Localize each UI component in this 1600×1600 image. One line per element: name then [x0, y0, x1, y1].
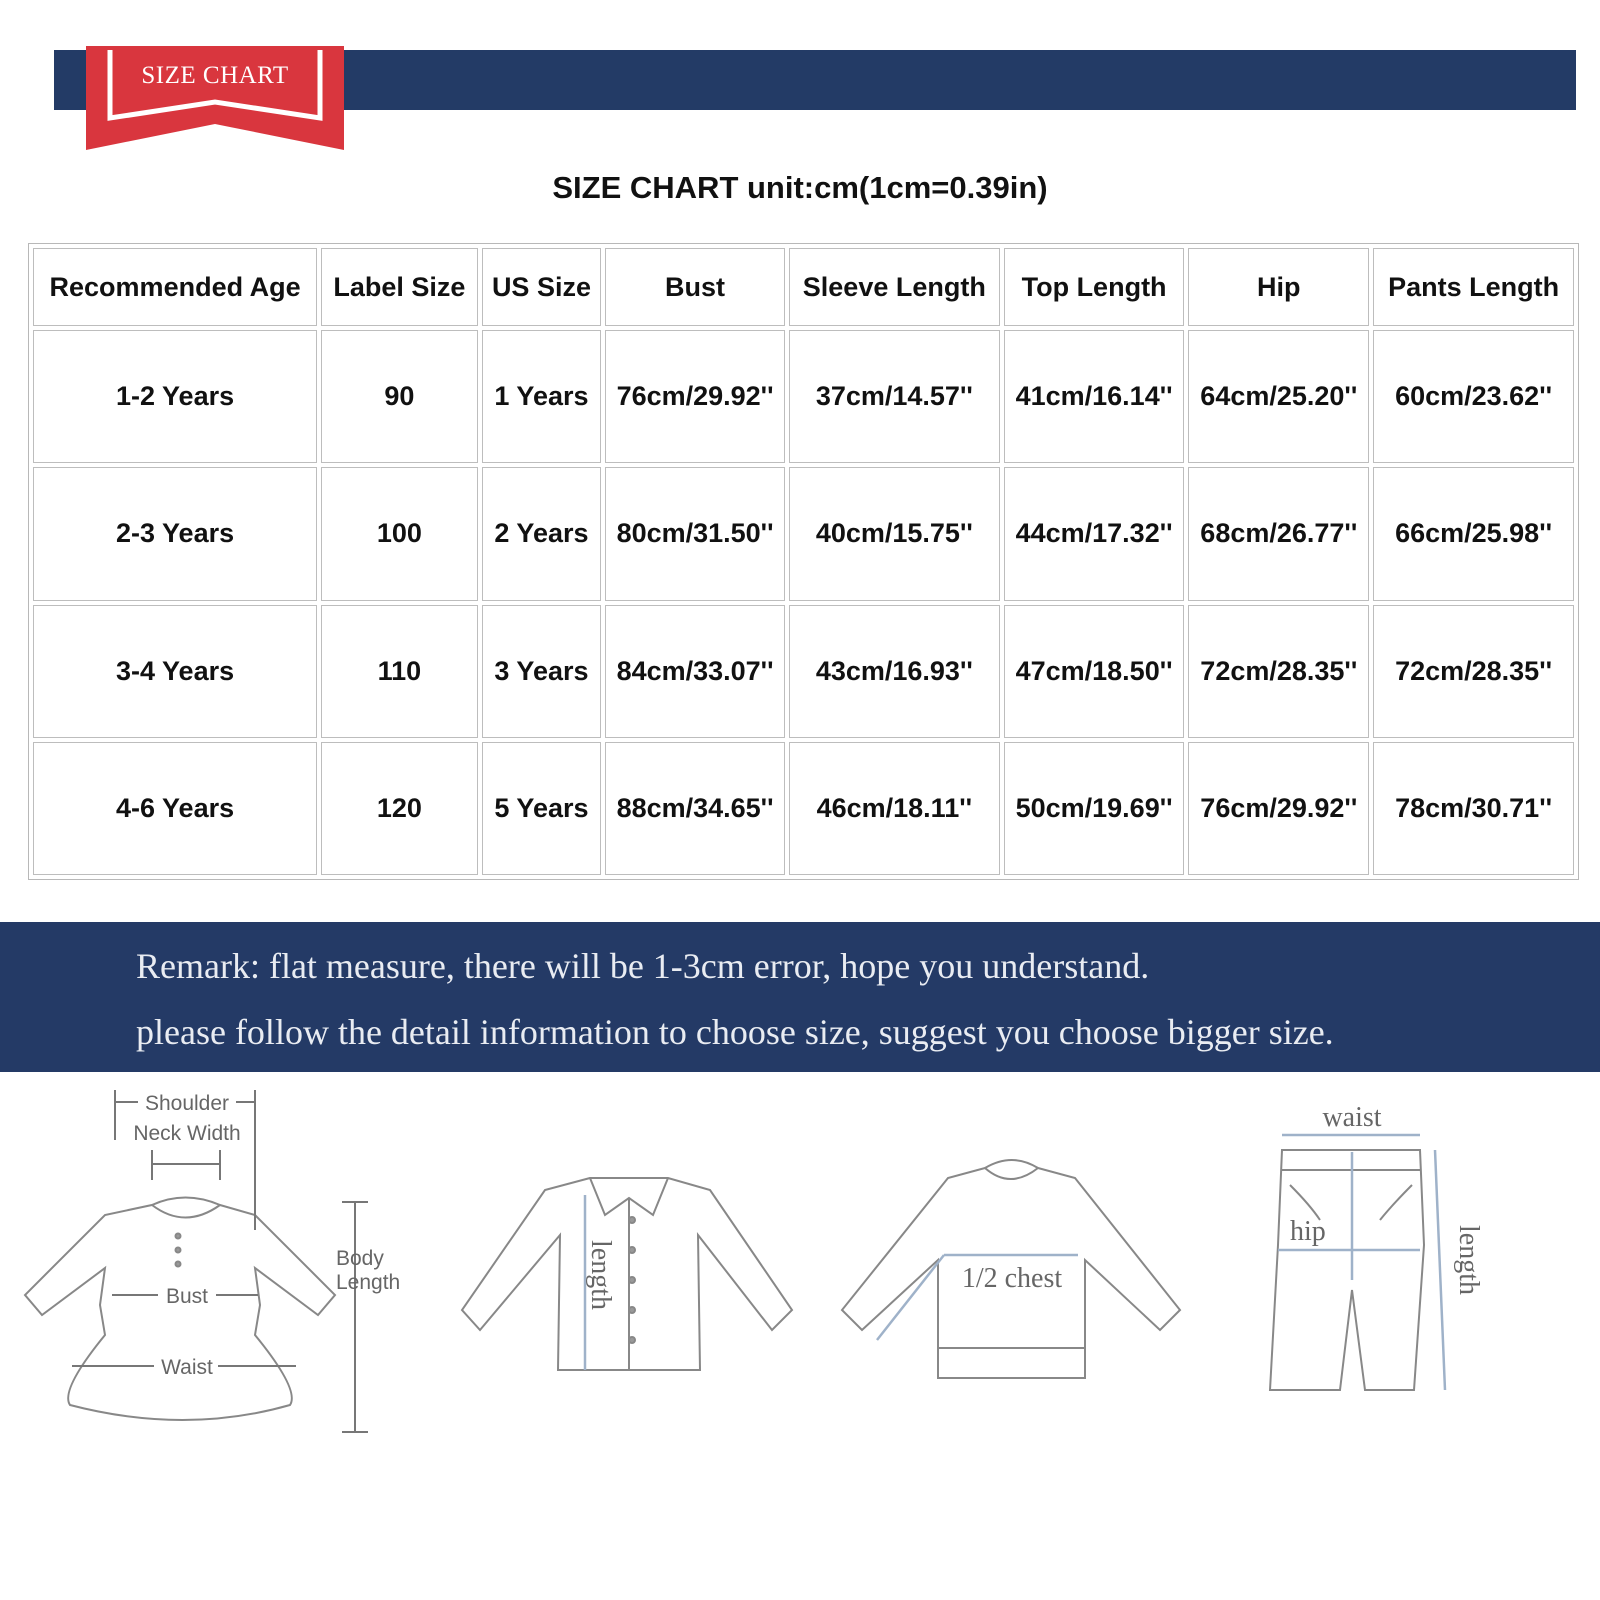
- body-length-label: Length: [336, 1271, 401, 1294]
- table-cell: 120: [321, 742, 478, 875]
- table-cell: 40cm/15.75'': [789, 467, 1000, 600]
- chart-title: SIZE CHART unit:cm(1cm=0.39in): [552, 170, 1048, 205]
- column-header: Recommended Age: [33, 248, 317, 326]
- table-cell: 100: [321, 467, 478, 600]
- table-row: [33, 330, 1574, 463]
- pants-waist-label: waist: [1322, 1102, 1382, 1133]
- shirt-length-label: length: [585, 1240, 616, 1310]
- table-cell: 88cm/34.65'': [605, 742, 785, 875]
- table-cell: 72cm/28.35'': [1188, 605, 1369, 738]
- table-cell: 44cm/17.32'': [1004, 467, 1185, 600]
- column-header: Pants Length: [1373, 248, 1574, 326]
- table-cell: 64cm/25.20'': [1188, 330, 1369, 463]
- table-cell: 84cm/33.07'': [605, 605, 785, 738]
- table-cell: 76cm/29.92'': [605, 330, 785, 463]
- table-row: [33, 742, 1574, 875]
- column-header: Top Length: [1004, 248, 1185, 326]
- table-cell: 68cm/26.77'': [1188, 467, 1369, 600]
- column-header: Label Size: [321, 248, 478, 326]
- table-cell: 3-4 Years: [33, 605, 317, 738]
- column-header: US Size: [482, 248, 601, 326]
- ribbon-label: SIZE CHART: [141, 62, 289, 89]
- table-row: [33, 467, 1574, 600]
- table-cell: 1-2 Years: [33, 330, 317, 463]
- remark-line-1: Remark: flat measure, there will be 1-3cm error, hope you understand.: [136, 946, 1150, 986]
- shoulder-label: Shoulder: [144, 1092, 230, 1115]
- body-length-label: Body: [336, 1247, 384, 1270]
- remark-line-2: please follow the detail information to choose size, suggest you choose bigger size.: [136, 1012, 1334, 1052]
- table-cell: 110: [321, 605, 478, 738]
- bust-label: Bust: [165, 1285, 209, 1308]
- table-cell: 90: [321, 330, 478, 463]
- measurement-diagrams: [0, 1090, 1600, 1450]
- table-cell: 1 Years: [482, 330, 601, 463]
- pants-diagram: [1270, 1135, 1445, 1390]
- neck-width-label: Neck Width: [133, 1122, 241, 1145]
- column-header: Hip: [1188, 248, 1369, 326]
- table-cell: 2 Years: [482, 467, 601, 600]
- table-cell: 3 Years: [482, 605, 601, 738]
- table-cell: 78cm/30.71'': [1373, 742, 1574, 875]
- table-cell: 43cm/16.93'': [789, 605, 1000, 738]
- table-cell: 41cm/16.14'': [1004, 330, 1185, 463]
- table-cell: 37cm/14.57'': [789, 330, 1000, 463]
- table-row: [33, 605, 1574, 738]
- column-header: Bust: [605, 248, 785, 326]
- table-cell: 4-6 Years: [33, 742, 317, 875]
- size-table: [28, 243, 1579, 880]
- column-header: Sleeve Length: [789, 248, 1000, 326]
- table-cell: 46cm/18.11'': [789, 742, 1000, 875]
- table-cell: 76cm/29.92'': [1188, 742, 1369, 875]
- table-cell: 50cm/19.69'': [1004, 742, 1185, 875]
- table-cell: 47cm/18.50'': [1004, 605, 1185, 738]
- table-cell: 60cm/23.62'': [1373, 330, 1574, 463]
- table-cell: 72cm/28.35'': [1373, 605, 1574, 738]
- table-header-row: [33, 248, 1574, 326]
- table-cell: 2-3 Years: [33, 467, 317, 600]
- pants-length-label: length: [1453, 1225, 1484, 1295]
- pants-hip-label: hip: [1290, 1216, 1326, 1247]
- table-cell: 66cm/25.98'': [1373, 467, 1574, 600]
- shirt-diagram: [462, 1178, 792, 1370]
- chest-label: 1/2 chest: [961, 1263, 1063, 1294]
- waist-label: Waist: [161, 1356, 213, 1379]
- table-cell: 80cm/31.50'': [605, 467, 785, 600]
- table-cell: 5 Years: [482, 742, 601, 875]
